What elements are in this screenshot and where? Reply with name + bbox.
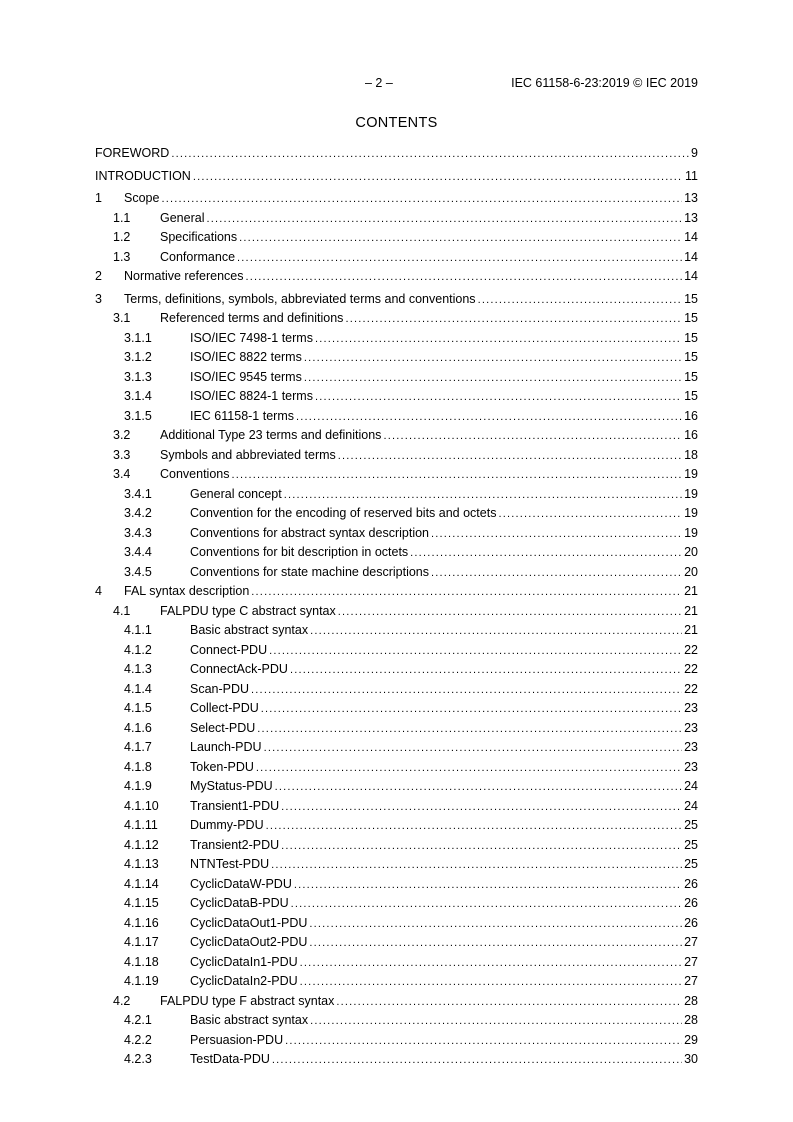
toc-entry-page: 19: [684, 506, 698, 520]
toc-entry-line: [190, 1031, 698, 1051]
toc-entry-page: 25: [684, 837, 698, 852]
page-header: [0, 76, 793, 92]
toc-entry-page: 27: [684, 954, 698, 969]
dot-leader: [193, 168, 683, 187]
toc-entry-number: 3: [95, 291, 102, 306]
toc-entry[interactable]: [95, 426, 698, 446]
toc-entry[interactable]: [95, 465, 698, 485]
dot-leader: [171, 145, 689, 164]
toc-entry-page: 21: [684, 584, 698, 598]
toc-entry-page: 30: [684, 1052, 698, 1066]
toc-entry-number: 3.2: [113, 428, 131, 442]
toc-entry[interactable]: [95, 641, 698, 661]
toc-entry-line: [95, 167, 698, 187]
toc-entry-line: [190, 680, 698, 700]
toc-entry-number: 1.3: [113, 249, 131, 264]
toc-entry-number: 1: [95, 191, 102, 205]
toc-entry-number: 4.1.16: [124, 915, 159, 930]
toc-entry-line: [190, 543, 698, 563]
toc-entry-title: Additional Type 23 terms and definitions: [160, 426, 382, 446]
toc-entry-page: 22: [684, 681, 698, 696]
toc-entry[interactable]: [95, 660, 698, 680]
toc-entry-page: 19: [684, 525, 698, 540]
toc-entry-line: [124, 290, 698, 310]
toc-entry-title: Specifications: [160, 228, 238, 248]
toc-entry-title: Select-PDU: [190, 719, 256, 739]
toc-entry-number: 3.4: [113, 467, 131, 481]
dot-leader: [383, 427, 682, 446]
toc-entry-number: 3.1.3: [124, 369, 152, 384]
toc-entry[interactable]: [95, 407, 698, 427]
toc-entry-number: 4.1.3: [124, 662, 152, 676]
contents-title: CONTENTS: [355, 115, 438, 131]
dot-leader: [410, 544, 682, 563]
toc-entry-line: [124, 189, 698, 209]
toc-entry[interactable]: [95, 144, 698, 164]
toc-entry[interactable]: [95, 719, 698, 739]
toc-entry-line: [160, 446, 698, 466]
toc-entry-page: 21: [684, 603, 698, 618]
toc-entry-line: [190, 660, 698, 680]
page-number: – 2 –: [365, 76, 393, 90]
dot-leader: [310, 1012, 682, 1031]
toc-entry[interactable]: [95, 504, 698, 524]
toc-entry-page: 26: [684, 876, 698, 891]
toc-entry-number: 3.1.2: [124, 350, 152, 364]
toc-entry[interactable]: [95, 1050, 698, 1070]
toc-entry-title: CyclicDataIn1-PDU: [190, 953, 299, 973]
dot-leader: [345, 310, 682, 329]
toc-entry-number: 4.1.4: [124, 681, 152, 696]
toc-entry-line: [160, 309, 698, 329]
toc-entry-line: [190, 368, 698, 388]
toc-entry-title: General: [160, 209, 205, 229]
dot-leader: [498, 505, 682, 524]
toc-entry[interactable]: [95, 248, 698, 268]
toc-entry-line: [160, 992, 698, 1012]
toc-entry-number: 3.4.3: [124, 525, 152, 540]
toc-entry[interactable]: [95, 309, 698, 329]
toc-entry-title: FAL syntax description: [124, 582, 250, 602]
toc-entry-title: Terms, definitions, symbols, abbreviated terms and conventions: [124, 290, 477, 310]
toc-entry-number: 4.2.2: [124, 1032, 152, 1047]
toc-entry-page: 27: [684, 935, 698, 949]
toc-entry-page: 15: [684, 369, 698, 384]
toc-entry-line: [190, 758, 698, 778]
toc-entry-page: 29: [684, 1032, 698, 1047]
toc-entry[interactable]: [95, 582, 698, 602]
toc-entry-title: FOREWORD: [95, 144, 170, 164]
toc-entry-number: 4.2.1: [124, 1013, 152, 1027]
toc-entry-number: 3.4.2: [124, 506, 152, 520]
dot-leader: [275, 778, 682, 797]
toc-entry-page: 25: [684, 818, 698, 832]
dot-leader: [266, 817, 682, 836]
dot-leader: [304, 349, 682, 368]
toc-entry-page: 23: [684, 701, 698, 715]
toc-entry-line: [190, 407, 698, 427]
toc-entry-line: [190, 641, 698, 661]
dot-leader: [285, 1032, 682, 1051]
toc-entry[interactable]: [95, 387, 698, 407]
toc-entry-title: ConnectAck-PDU: [190, 660, 289, 680]
toc-entry-page: 13: [684, 210, 698, 225]
toc-entry-number: 3.4.1: [124, 486, 152, 501]
toc-entry-page: 15: [684, 389, 698, 403]
dot-leader: [296, 408, 682, 427]
dot-leader: [237, 249, 682, 268]
toc-entry-number: 4.1.1: [124, 623, 152, 637]
toc-entry[interactable]: [95, 758, 698, 778]
toc-entry-title: ISO/IEC 9545 terms: [190, 368, 303, 388]
toc-entry-line: [160, 426, 698, 446]
toc-entry[interactable]: [95, 329, 698, 349]
table-of-contents: [95, 144, 698, 1070]
toc-entry-line: [190, 797, 698, 817]
dot-leader: [232, 466, 683, 485]
toc-entry-page: 14: [684, 230, 698, 244]
dot-leader: [336, 993, 682, 1012]
toc-entry[interactable]: [95, 228, 698, 248]
dot-leader: [304, 369, 682, 388]
dot-leader: [315, 388, 682, 407]
toc-entry[interactable]: [95, 602, 698, 622]
toc-entry-title: Transient2-PDU: [190, 836, 280, 856]
toc-entry-line: [190, 504, 698, 524]
toc-entry-title: FALPDU type F abstract syntax: [160, 992, 335, 1012]
toc-entry-line: [190, 875, 698, 895]
toc-entry[interactable]: [95, 836, 698, 856]
toc-entry[interactable]: [95, 875, 698, 895]
toc-entry-line: [160, 465, 698, 485]
toc-entry[interactable]: [95, 290, 698, 310]
dot-leader: [257, 720, 682, 739]
toc-entry-line: [190, 953, 698, 973]
toc-entry-page: 23: [684, 720, 698, 735]
toc-entry-line: [160, 602, 698, 622]
toc-entry-page: 18: [684, 447, 698, 462]
dot-leader: [309, 915, 682, 934]
toc-entry-page: 25: [684, 857, 698, 871]
dot-leader: [338, 603, 682, 622]
toc-entry[interactable]: [95, 368, 698, 388]
toc-entry-line: [160, 248, 698, 268]
toc-entry-title: Conventions for state machine descriptions: [190, 563, 430, 583]
toc-entry-page: 26: [684, 915, 698, 930]
toc-entry-number: 3.4.5: [124, 564, 152, 579]
toc-entry-title: CyclicDataW-PDU: [190, 875, 293, 895]
toc-entry-number: 4.1.14: [124, 876, 159, 891]
toc-entry-title: Scan-PDU: [190, 680, 250, 700]
toc-entry-title: CyclicDataOut1-PDU: [190, 914, 308, 934]
toc-entry-line: [190, 894, 698, 914]
toc-entry-page: 27: [684, 974, 698, 988]
toc-entry-number: 1.2: [113, 230, 131, 244]
toc-entry[interactable]: [95, 621, 698, 641]
dot-leader: [272, 1051, 682, 1070]
toc-entry-page: 13: [684, 191, 698, 205]
toc-entry-title: FALPDU type C abstract syntax: [160, 602, 337, 622]
dot-leader: [246, 268, 683, 287]
toc-entry-page: 28: [684, 1013, 698, 1027]
toc-entry[interactable]: [95, 1011, 698, 1031]
toc-entry[interactable]: [95, 446, 698, 466]
toc-entry-title: Launch-PDU: [190, 738, 263, 758]
toc-entry-line: [190, 1011, 698, 1031]
toc-entry-page: 22: [684, 642, 698, 657]
dot-leader: [271, 856, 682, 875]
dot-leader: [338, 447, 682, 466]
toc-entry[interactable]: [95, 953, 698, 973]
toc-entry-title: Collect-PDU: [190, 699, 260, 719]
dot-leader: [300, 973, 682, 992]
toc-entry-title: Conventions: [160, 465, 231, 485]
toc-entry[interactable]: [95, 209, 698, 229]
toc-entry[interactable]: [95, 563, 698, 583]
toc-entry-line: [190, 1050, 698, 1070]
toc-entry[interactable]: [95, 855, 698, 875]
dot-leader: [269, 642, 682, 661]
toc-entry-line: [190, 777, 698, 797]
dot-leader: [251, 583, 682, 602]
toc-entry-page: 11: [685, 168, 698, 183]
toc-entry-title: ISO/IEC 7498-1 terms: [190, 329, 314, 349]
toc-entry-page: 22: [684, 662, 698, 676]
toc-entry-title: Normative references: [124, 267, 245, 287]
dot-leader: [291, 895, 682, 914]
toc-entry-line: [160, 228, 698, 248]
toc-entry-page: 15: [684, 330, 698, 345]
toc-entry-number: 2: [95, 269, 102, 283]
toc-entry[interactable]: [95, 524, 698, 544]
toc-entry-page: 24: [684, 798, 698, 813]
toc-entry-number: 4.1: [113, 603, 131, 618]
toc-entry-title: Basic abstract syntax: [190, 1011, 309, 1031]
toc-entry[interactable]: [95, 543, 698, 563]
toc-entry-title: INTRODUCTION: [95, 167, 192, 187]
toc-entry-number: 4.2.3: [124, 1052, 152, 1066]
toc-entry-line: [124, 582, 698, 602]
toc-entry-number: 1.1: [113, 210, 131, 225]
dot-leader: [309, 934, 682, 953]
toc-entry-page: 28: [684, 993, 698, 1008]
toc-entry-page: 15: [684, 291, 698, 306]
toc-entry-page: 19: [684, 467, 698, 481]
toc-entry-line: [190, 836, 698, 856]
dot-leader: [251, 681, 682, 700]
toc-entry-page: 16: [684, 408, 698, 423]
toc-entry-title: ISO/IEC 8822 terms: [190, 348, 303, 368]
toc-entry-line: [160, 209, 698, 229]
toc-entry-page: 20: [684, 564, 698, 579]
toc-entry-line: [190, 914, 698, 934]
toc-entry-title: Dummy-PDU: [190, 816, 265, 836]
toc-entry-page: 16: [684, 428, 698, 442]
toc-entry-title: Conventions for bit description in octets: [190, 543, 409, 563]
dot-leader: [431, 525, 682, 544]
toc-entry-page: 19: [684, 486, 698, 501]
toc-entry[interactable]: [95, 894, 698, 914]
toc-entry[interactable]: [95, 699, 698, 719]
toc-entry-line: [190, 524, 698, 544]
toc-entry-number: 4.1.19: [124, 974, 159, 988]
toc-entry-line: [190, 563, 698, 583]
toc-entry-line: [190, 621, 698, 641]
toc-entry-line: [190, 738, 698, 758]
toc-entry-title: Scope: [124, 189, 160, 209]
toc-entry-number: 4.1.7: [124, 740, 152, 754]
toc-entry-title: NTNTest-PDU: [190, 855, 270, 875]
dot-leader: [239, 229, 682, 248]
toc-entry-line: [190, 485, 698, 505]
toc-entry-page: 15: [684, 311, 698, 325]
toc-entry-title: CyclicDataIn2-PDU: [190, 972, 299, 992]
toc-entry-number: 4.1.15: [124, 896, 159, 910]
toc-entry-page: 20: [684, 545, 698, 559]
dot-leader: [284, 486, 682, 505]
toc-entry-number: 4.1.10: [124, 798, 159, 813]
toc-entry-number: 4: [95, 584, 102, 598]
toc-entry-title: CyclicDataOut2-PDU: [190, 933, 308, 953]
toc-entry[interactable]: [95, 914, 698, 934]
toc-entry-number: 4.1.6: [124, 720, 152, 735]
toc-entry-page: 23: [684, 740, 698, 754]
document-id: IEC 61158-6-23:2019 © IEC 2019: [511, 76, 698, 90]
toc-entry[interactable]: [95, 972, 698, 992]
toc-entry-title: TestData-PDU: [190, 1050, 271, 1070]
toc-entry-title: Conventions for abstract syntax description: [190, 524, 430, 544]
toc-entry-title: MyStatus-PDU: [190, 777, 274, 797]
toc-entry[interactable]: [95, 1031, 698, 1051]
toc-entry[interactable]: [95, 348, 698, 368]
toc-entry-number: 4.1.8: [124, 759, 152, 774]
toc-entry-page: 24: [684, 779, 698, 793]
toc-entry-line: [190, 855, 698, 875]
dot-leader: [478, 291, 683, 310]
toc-entry[interactable]: [95, 816, 698, 836]
toc-entry-page: 9: [691, 146, 698, 160]
dot-leader: [281, 837, 682, 856]
toc-entry[interactable]: [95, 738, 698, 758]
toc-entry-number: 3.3: [113, 447, 131, 462]
dot-leader: [261, 700, 682, 719]
dot-leader: [264, 739, 683, 758]
toc-entry-title: Referenced terms and definitions: [160, 309, 344, 329]
toc-entry-number: 4.1.13: [124, 857, 159, 871]
toc-entry-number: 4.1.17: [124, 935, 159, 949]
toc-entry-number: 3.4.4: [124, 545, 152, 559]
toc-entry-line: [95, 144, 698, 164]
toc-entry-number: 3.1.1: [124, 330, 152, 345]
toc-entry-line: [190, 387, 698, 407]
toc-entry-title: IEC 61158-1 terms: [190, 407, 295, 427]
toc-entry-line: [124, 267, 698, 287]
toc-entry-line: [190, 329, 698, 349]
dot-leader: [431, 564, 682, 583]
toc-entry-page: 14: [684, 249, 698, 264]
toc-entry-number: 4.2: [113, 993, 131, 1008]
toc-entry[interactable]: [95, 267, 698, 287]
toc-entry-number: 4.1.2: [124, 642, 152, 657]
toc-entry-number: 4.1.9: [124, 779, 152, 793]
toc-entry-title: ISO/IEC 8824-1 terms: [190, 387, 314, 407]
toc-entry[interactable]: [95, 933, 698, 953]
dot-leader: [310, 622, 682, 641]
toc-entry[interactable]: [95, 680, 698, 700]
toc-entry-line: [190, 348, 698, 368]
toc-entry-number: 3.1.4: [124, 389, 152, 403]
toc-entry-title: Persuasion-PDU: [190, 1031, 284, 1051]
toc-entry-line: [190, 719, 698, 739]
dot-leader: [281, 798, 682, 817]
dot-leader: [256, 759, 682, 778]
toc-entry-title: Connect-PDU: [190, 641, 268, 661]
dot-leader: [294, 876, 682, 895]
dot-leader: [315, 330, 682, 349]
toc-entry-number: 4.1.12: [124, 837, 159, 852]
toc-entry-title: Transient1-PDU: [190, 797, 280, 817]
toc-entry-title: Token-PDU: [190, 758, 255, 778]
toc-entry[interactable]: [95, 777, 698, 797]
toc-entry-page: 15: [684, 350, 698, 364]
toc-entry-title: Basic abstract syntax: [190, 621, 309, 641]
toc-entry-page: 21: [684, 623, 698, 637]
toc-entry-title: CyclicDataB-PDU: [190, 894, 290, 914]
toc-entry-page: 14: [684, 269, 698, 283]
toc-entry-line: [190, 933, 698, 953]
toc-entry-line: [190, 972, 698, 992]
toc-entry-line: [190, 816, 698, 836]
toc-entry-number: 4.1.11: [124, 818, 158, 832]
toc-entry[interactable]: [95, 167, 698, 187]
toc-entry-title: Convention for the encoding of reserved bits and octets: [190, 504, 497, 524]
dot-leader: [161, 190, 682, 209]
toc-entry[interactable]: [95, 189, 698, 209]
toc-entry-number: 4.1.18: [124, 954, 159, 969]
dot-leader: [290, 661, 682, 680]
toc-entry[interactable]: [95, 797, 698, 817]
toc-entry-number: 3.1: [113, 311, 131, 325]
toc-entry-page: 23: [684, 759, 698, 774]
toc-entry-number: 4.1.5: [124, 701, 152, 715]
toc-entry-title: General concept: [190, 485, 283, 505]
dot-leader: [300, 954, 682, 973]
toc-entry-number: 3.1.5: [124, 408, 152, 423]
dot-leader: [206, 210, 682, 229]
toc-entry-line: [190, 699, 698, 719]
toc-entry-title: Symbols and abbreviated terms: [160, 446, 337, 466]
toc-entry[interactable]: [95, 485, 698, 505]
toc-entry-title: Conformance: [160, 248, 236, 268]
toc-entry-page: 26: [684, 896, 698, 910]
toc-entry[interactable]: [95, 992, 698, 1012]
